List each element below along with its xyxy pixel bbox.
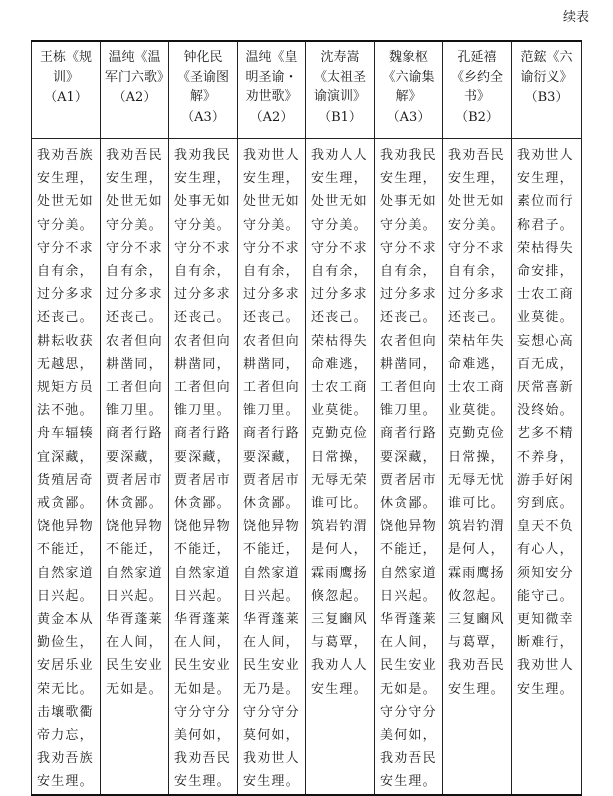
column-header <box>375 41 443 139</box>
column-header <box>169 41 238 139</box>
column-title: 王栋《规训》 <box>39 50 92 85</box>
comparison-table <box>31 40 582 796</box>
column-header <box>32 41 101 139</box>
column-text: 我劝吾民 安生理， 处世无如 安分美。 守分不求 自有余， 过分多求 还丧己。 荣枯年失 命难逃， 士农工商 业莫徙。 克勤克俭 日常操， 无辱无忧 谁可比。 筑岩钓渭 是何人， 霖雨鹰扬 攸忽起。 三复豳风 与葛覃， 我劝吾民 安生理。 <box>448 148 505 697</box>
column-code: （A3） <box>181 109 225 125</box>
column-cell <box>512 139 582 795</box>
column-title: 范鋐《六谕衍义》 <box>520 50 573 85</box>
column-text: 我劝世人 安生理， 处世无如 守分美。 守分不求 自有余， 过分多求 还丧己。 农者但向 耕凿同， 工者但向 锥刀里。 商者行路 要深藏， 贾者居市 休贪鄙。 饶他异物 不能迁， 自然家道 日兴起。 华胥蓬莱 在人间， 民生安业 无乃是。 守分守分 莫何如， 我劝世人 安生理。 <box>243 148 300 790</box>
column-header <box>101 41 169 139</box>
column-header <box>443 41 512 139</box>
column-title: 沈寿嵩《太祖圣谕演训》 <box>313 50 366 104</box>
column-code: （B1） <box>318 109 362 125</box>
column-text: 我劝吾民 安生理， 处世无如 守分美。 守分不求 自有余， 过分多求 还丧己。 农者但向 耕凿同， 工者但向 锥刀里。 商者行路 要深藏， 贾者居市 休贪鄙。 饶他异物 不能迁， 自然家道 日兴起。 华胥蓬莱 在人间， 民生安业 无如是。 <box>106 148 163 697</box>
column-cell <box>238 139 306 795</box>
column-text: 我劝我民 安生理， 处事无如 守分美。 守分不求 自有余， 过分多求 还丧己。 农者但向 耕凿同， 工者但向 锥刀里。 商者行路 要深藏， 贾者居市 休贪鄙。 饶他异物 不能迁， 自然家道 日兴起。 华胥蓬莱 在人间， 民生安业 无如是。 守分守分 美何如， 我劝吾民 安生理。 <box>380 148 437 790</box>
column-code: （A2） <box>249 109 294 125</box>
column-cell <box>443 139 512 795</box>
column-code: （A1） <box>44 90 88 105</box>
column-cell <box>306 139 375 795</box>
column-text: 我劝人人 安生理， 处世无如 守分美。 守分不求 自有余， 过分多求 还丧己。 荣枯得失 命难逃， 士农工商 业莫徙。 克勤克俭 日常操， 无辱无荣 谁可比。 筑岩钓渭 是何人， 霖雨鹰扬 倏忽起。 三复豳风 与葛覃， 我劝人人 安生理。 <box>311 148 368 697</box>
column-title: 温纯《温军门六歌》 <box>105 50 171 85</box>
column-header <box>238 41 306 139</box>
column-code: （B3） <box>524 90 569 105</box>
column-code: （A3） <box>386 109 431 125</box>
column-text: 我劝吾族 安生理， 处世无如 守分美。 守分不求 自有余， 过分多求 还丧己。 耕耘收获 无越思， 规矩方员 法不弛。 舟车辐辏 宜深藏， 货殖居奇 戒贪鄙。 饶他异物 不能迁， 自然家道 日兴起。 黄金本从 勤俭生， 安居乐业 荣无比。 击壤歌衢 帝力忘， 我劝吾族 安生理。 <box>37 148 94 790</box>
column-title: 魏象枢《六谕集解》 <box>382 50 435 104</box>
column-text: 我劝世人 安生理， 素位而行 称君子。 荣枯得失 命安排， 士农工商 业莫徙。 妄想心高 百无成， 厌常喜新 没终始。 艺多不精 不养身， 游手好闲 穷到底。 皇天不负 有心人， 须知安分 能守己。 更知微幸 断难行， 我劝世人 安生理。 <box>517 148 574 697</box>
column-cell <box>32 139 101 795</box>
column-code: （B2） <box>455 109 499 125</box>
column-header <box>512 41 582 139</box>
column-cell <box>101 139 169 795</box>
column-cell <box>375 139 443 795</box>
column-cell <box>169 139 238 795</box>
column-title: 孔延禧《乡约全书》 <box>450 50 503 104</box>
column-header <box>306 41 375 139</box>
continued-label: 续表 <box>562 10 589 25</box>
table-header-row <box>32 41 582 139</box>
column-text: 我劝我民 安生理， 处事无如 守分美。 守分不求 自有余， 过分多求 还丧己。 农者但向 耕凿同， 工者但向 锥刀里。 商者行路 要深藏， 贾者居市 休贪鄙。 饶他异物 不能迁， 自然家道 日兴起。 华胥蓬莱 在人间， 民生安业 无如是。 守分守分 美何如， 我劝吾民 安生理。 <box>174 148 231 790</box>
table-body-row <box>32 139 582 795</box>
column-title: 钟化民《圣谕图解》 <box>176 50 229 104</box>
column-title: 温纯《皇明圣谕・劝世歌》 <box>245 50 298 104</box>
column-code: （A2） <box>112 90 157 105</box>
